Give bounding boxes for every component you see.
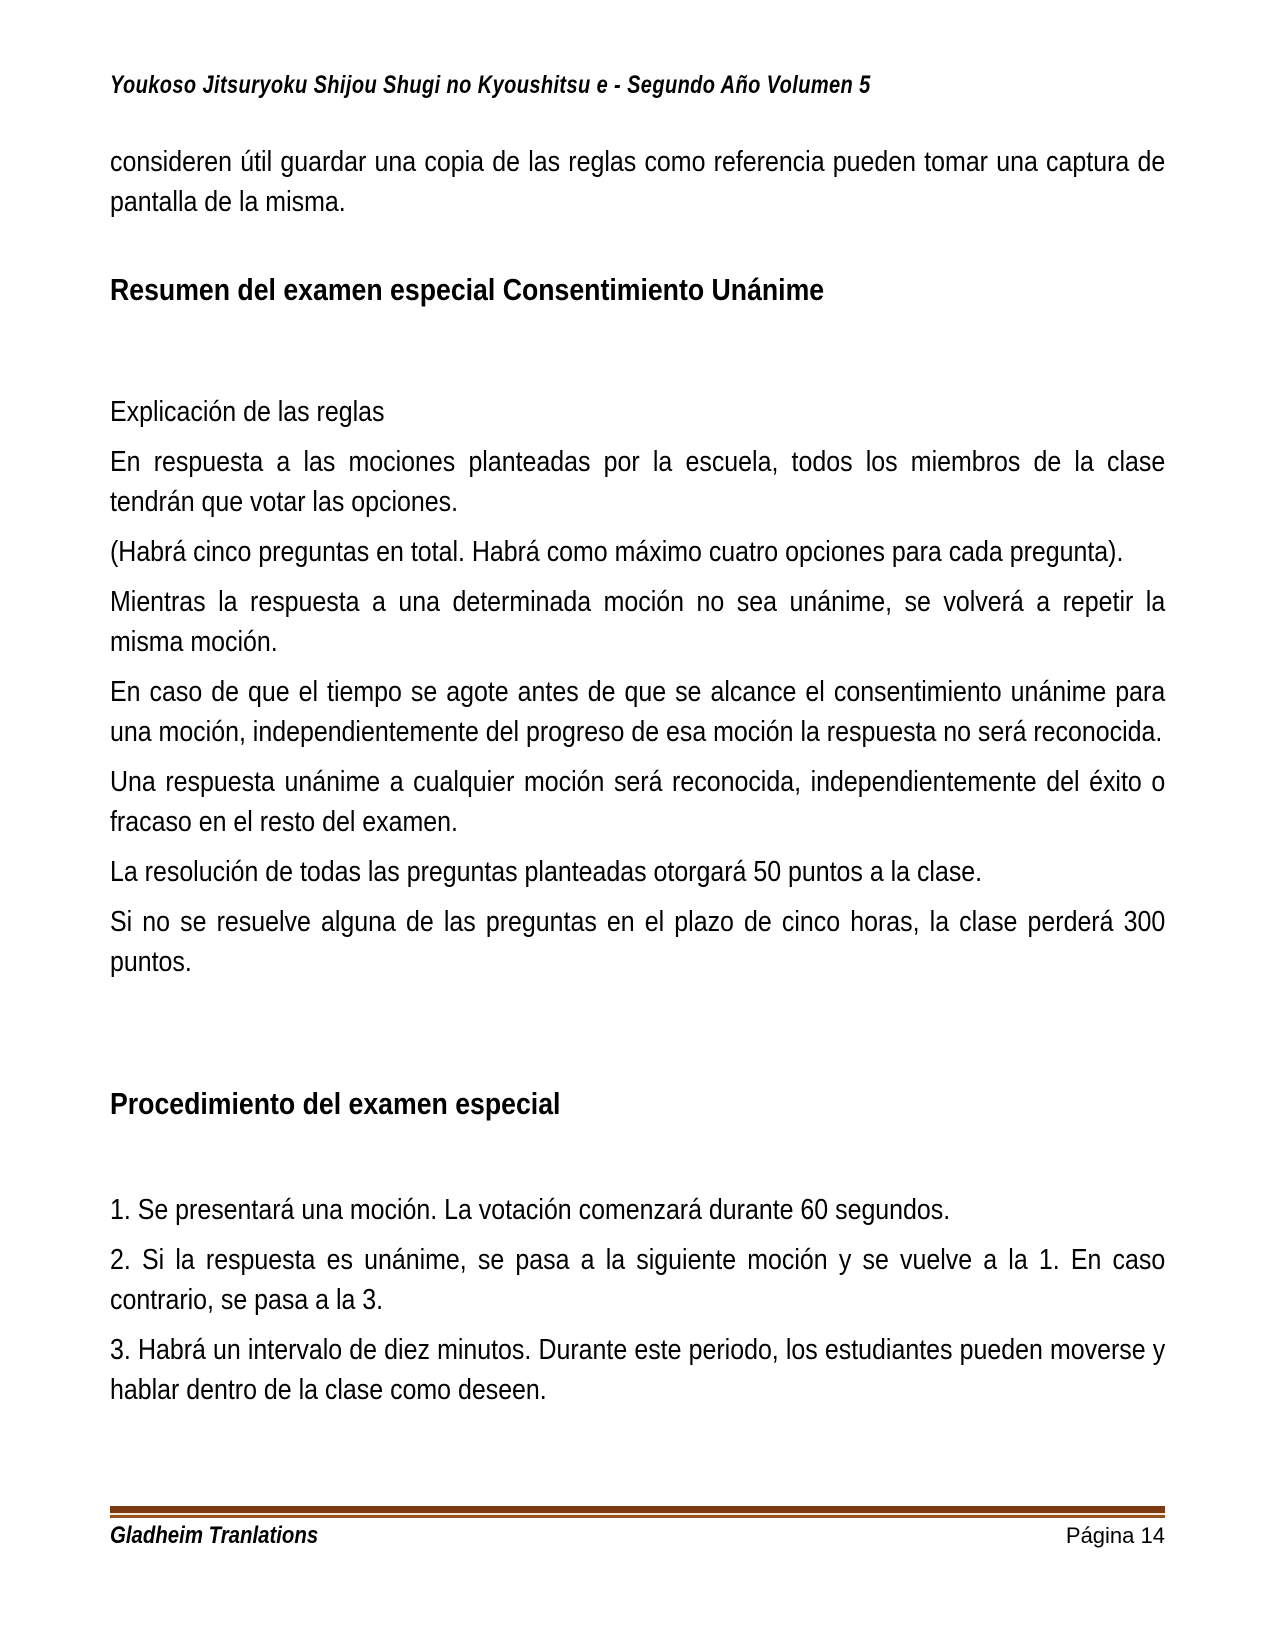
document-body [110,142,1165,1410]
footer-translator-name: Gladheim Tranlations [110,1522,319,1549]
procedure-step-3: 3. Habrá un intervalo de diez minutos. Durante este periodo, los estudiantes pueden moverse y hablar dentro de la clase como deseen. [110,1334,1166,1406]
paragraph-mientras: Mientras la respuesta a una determinada moción no sea unánime, se volverá a repetir la misma moción. [110,586,1166,658]
intro-paragraph: consideren útil guardar una copia de las reglas como referencia pueden tomar una captura de pantalla de la misma. [110,146,1166,218]
paragraph-habra-cinco: (Habrá cinco preguntas en total. Habrá como máximo cuatro opciones para cada pregunta). [110,536,1124,568]
footer-page-label: Página [1065,1523,1141,1548]
paragraph-explicacion: Explicación de las reglas [110,396,385,428]
procedure-step-1: 1. Se presentará una moción. La votación comenzará durante 60 segundos. [110,1194,951,1226]
paragraph-si-no-se-resuelve: Si no se resuelve alguna de las preguntas en el plazo de cinco horas, la clase perderá 300 puntos. [110,906,1166,978]
procedure-step-2: 2. Si la respuesta es unánime, se pasa a la siguiente moción y se vuelve a la 1. En caso contrario, se pasa a la 3. [110,1244,1166,1316]
paragraph-una-respuesta: Una respuesta unánime a cualquier moción será reconocida, independientemente del éxito o fracaso en el resto del examen. [110,766,1166,838]
section-heading-resumen: Resumen del examen especial Consentimiento Unánime [110,272,825,307]
page-footer [110,1522,1165,1550]
page-content [110,70,1165,1420]
paragraph-en-respuesta: En respuesta a las mociones planteadas por la escuela, todos los miembros de la clase tendrán que votar las opciones. [110,446,1166,518]
footer-divider-rule [110,1506,1165,1518]
running-header-title: Youkoso Jitsuryoku Shijou Shugi no Kyoushitsu e - Segundo Año Volumen 5 [110,71,871,99]
paragraph-la-resolucion: La resolución de todas las preguntas planteadas otorgará 50 puntos a la clase. [110,856,983,888]
footer-rule-thin-band [110,1515,1165,1518]
footer-page-indicator [1066,1523,1165,1549]
section-heading-procedimiento: Procedimiento del examen especial [110,1086,561,1121]
footer-page-number: 14 [1140,1523,1165,1548]
footer-rule-thick-band [110,1506,1165,1513]
paragraph-en-caso: En caso de que el tiempo se agote antes de que se alcance el consentimiento unánime para una moción, independientemente del progreso de esa moción la respuesta no será reconocida. [110,676,1166,748]
